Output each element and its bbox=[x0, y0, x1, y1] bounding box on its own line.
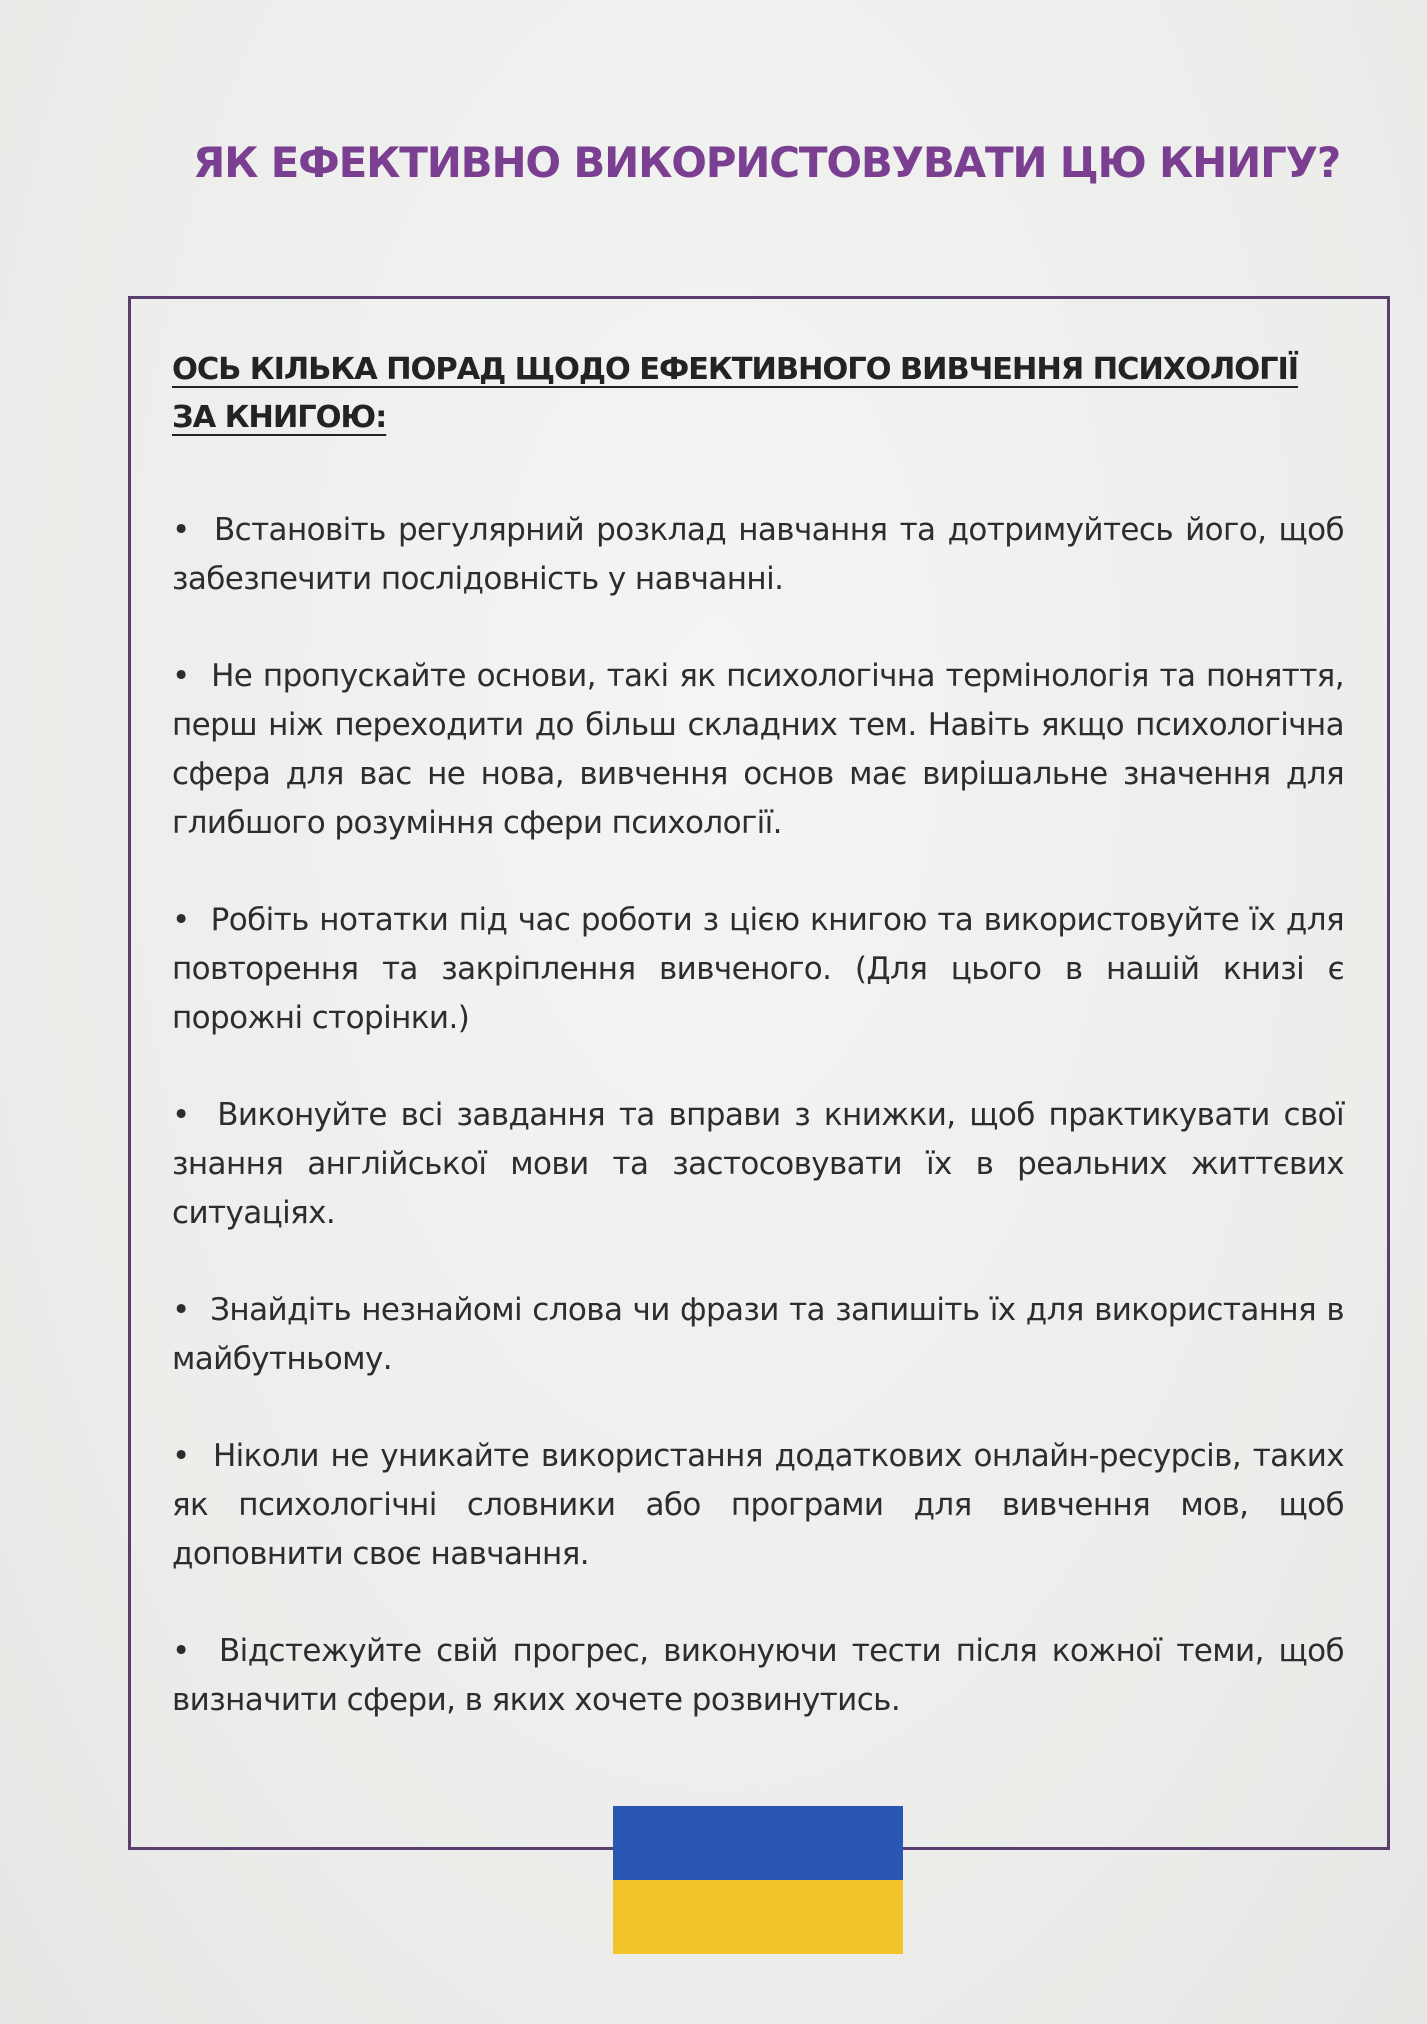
page-title: ЯК ЕФЕКТИВНО ВИКОРИСТОВУВАТИ ЦЮ КНИГУ? bbox=[192, 138, 1340, 187]
tip-item bbox=[172, 1432, 1344, 1579]
tip-item bbox=[172, 1286, 1344, 1384]
tip-item bbox=[172, 896, 1344, 1043]
tip-text: • Не пропускайте основи, такі як психологічна термінологія та поняття, перш ніж переходити до більш складних тем. Навіть якщо психологічна сфера для вас не нова, вивчення основ має вирішальне значення для глибшого розуміння сфери психології. bbox=[172, 658, 1344, 841]
tip-text: • Знайдіть незнайомі слова чи фрази та запишіть їх для використання в майбутньому. bbox=[172, 1292, 1344, 1377]
flag-yellow-stripe bbox=[613, 1880, 903, 1954]
tip-text: • Відстежуйте свій прогрес, виконуючи тести після кожної теми, щоб визначити сфери, в яких хочете розвинутись. bbox=[172, 1633, 1344, 1718]
tip-item bbox=[172, 652, 1344, 848]
tips-heading: ОСЬ КІЛЬКА ПОРАД ЩОДО ЕФЕКТИВНОГО ВИВЧЕННЯ ПСИХОЛОГІЇ ЗА КНИГОЮ: bbox=[172, 352, 1298, 435]
tip-item bbox=[172, 1627, 1344, 1725]
tip-text: • Встановіть регулярний розклад навчання та дотримуйтесь його, щоб забезпечити послідовність у навчанні. bbox=[172, 512, 1344, 597]
flag-blue-stripe bbox=[613, 1806, 903, 1880]
tip-item bbox=[172, 1091, 1344, 1238]
tip-text: • Ніколи не уникайте використання додаткових онлайн-ресурсів, таких як психологічні словники або програми для вивчення мов, щоб доповнити своє навчання. bbox=[172, 1438, 1344, 1572]
tip-text: • Виконуйте всі завдання та вправи з книжки, щоб практикувати свої знання англійської мови та застосовувати їх в реальних життєвих ситуаціях. bbox=[172, 1097, 1344, 1231]
tip-text: • Робіть нотатки під час роботи з цією книгою та використовуйте їх для повторення та закріплення вивченого. (Для цього в нашій книзі є порожні сторінки.) bbox=[172, 902, 1344, 1036]
ukraine-flag-icon bbox=[613, 1806, 903, 1954]
tips-content bbox=[172, 346, 1344, 1773]
tip-item bbox=[172, 506, 1344, 604]
